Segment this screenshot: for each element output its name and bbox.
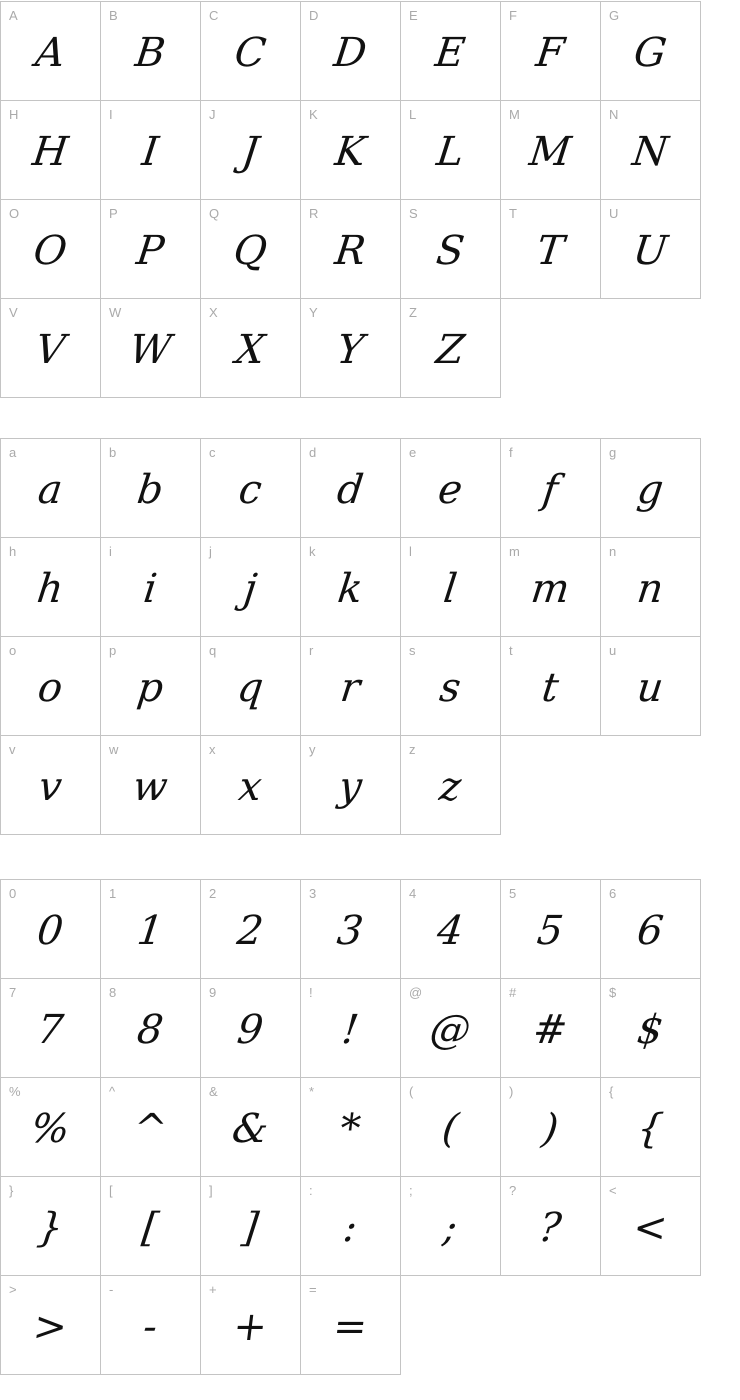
glyph-cell <box>501 538 601 637</box>
glyph-cell <box>201 439 301 538</box>
glyph-code-label: 8 <box>109 985 117 1000</box>
glyph-code-label: s <box>409 643 416 658</box>
glyph-preview: I <box>139 129 161 175</box>
glyph-preview: i <box>141 566 160 612</box>
glyph-code-label: 4 <box>409 886 417 901</box>
glyph-code-label: W <box>109 305 122 320</box>
glyph-cell <box>401 101 501 200</box>
glyph-code-label: - <box>109 1282 114 1297</box>
glyph-code-label: 1 <box>109 886 117 901</box>
glyph-code-label: 5 <box>509 886 517 901</box>
glyph-cell <box>101 1078 201 1177</box>
glyph-cell <box>501 1177 601 1276</box>
glyph-cell <box>301 101 401 200</box>
glyph-code-label: # <box>509 985 517 1000</box>
glyph-preview: U <box>630 228 670 274</box>
glyph-cell <box>501 637 601 736</box>
glyph-cell <box>1 1276 101 1375</box>
glyph-cell <box>201 979 301 1078</box>
glyph-cell <box>401 2 501 101</box>
glyph-cell <box>101 538 201 637</box>
glyph-preview: % <box>28 1106 73 1152</box>
glyph-code-label: m <box>509 544 520 559</box>
glyph-preview: ; <box>440 1205 460 1251</box>
glyph-code-label: o <box>9 643 17 658</box>
glyph-cell <box>401 736 501 835</box>
glyph-cell <box>201 1177 301 1276</box>
glyph-cell <box>401 299 501 398</box>
glyph-code-label: r <box>309 643 314 658</box>
glyph-cell <box>201 637 301 736</box>
glyph-preview: 6 <box>634 908 666 954</box>
glyph-preview: W <box>126 327 174 373</box>
glyph-cell <box>601 200 701 299</box>
glyph-preview: V <box>32 327 68 373</box>
glyph-code-label: ? <box>509 1183 517 1198</box>
glyph-preview: P <box>133 228 167 274</box>
glyph-preview: ! <box>339 1007 362 1053</box>
glyph-code-label: 3 <box>309 886 317 901</box>
glyph-cell <box>1 637 101 736</box>
glyph-cell <box>101 979 201 1078</box>
glyph-preview: 4 <box>434 908 466 954</box>
glyph-code-label: 0 <box>9 886 17 901</box>
glyph-cell <box>401 1078 501 1177</box>
glyph-code-label: % <box>9 1084 21 1099</box>
glyph-preview: h <box>34 566 66 612</box>
glyph-cell <box>101 2 201 101</box>
glyph-code-label: N <box>609 107 619 122</box>
glyph-preview: y <box>336 764 365 810</box>
glyph-preview: Q <box>231 228 270 274</box>
glyph-cell <box>1 1078 101 1177</box>
glyph-code-label: w <box>109 742 119 757</box>
glyph-preview: J <box>239 129 262 175</box>
glyph-code-label: < <box>609 1183 617 1198</box>
glyph-preview: Z <box>433 327 467 373</box>
glyph-code-label: { <box>609 1084 614 1099</box>
glyph-preview: t <box>539 665 562 711</box>
glyph-code-label: d <box>309 445 317 460</box>
glyph-code-label: C <box>209 8 219 23</box>
glyph-preview: 0 <box>34 908 66 954</box>
glyph-code-label: y <box>309 742 316 757</box>
glyph-code-label: I <box>109 107 113 122</box>
glyph-code-label: v <box>9 742 16 757</box>
glyph-code-label: x <box>209 742 216 757</box>
glyph-preview: # <box>530 1007 570 1053</box>
glyph-code-label: D <box>309 8 319 23</box>
glyph-cell <box>101 1177 201 1276</box>
glyph-preview: L <box>434 129 467 175</box>
glyph-cell <box>201 1078 301 1177</box>
glyph-preview: 9 <box>234 1007 266 1053</box>
glyph-code-label: z <box>409 742 416 757</box>
glyph-cell <box>101 736 201 835</box>
glyph-code-label: Q <box>209 206 220 221</box>
glyph-preview: R <box>332 228 369 274</box>
glyph-preview: F <box>533 30 567 76</box>
glyph-preview: j <box>241 566 260 612</box>
glyph-code-label: J <box>209 107 216 122</box>
glyph-cell <box>401 538 501 637</box>
glyph-cell <box>501 1078 601 1177</box>
glyph-cell <box>1 979 101 1078</box>
glyph-code-label: t <box>509 643 513 658</box>
glyph-cell <box>401 880 501 979</box>
glyph-cell <box>101 439 201 538</box>
glyph-code-label: = <box>309 1282 317 1297</box>
glyph-code-label: e <box>409 445 417 460</box>
glyph-preview: C <box>232 30 269 76</box>
glyph-code-label: i <box>109 544 112 559</box>
glyph-cell <box>201 538 301 637</box>
glyph-cell <box>501 2 601 101</box>
glyph-code-label: } <box>9 1183 14 1198</box>
glyph-preview: : <box>340 1205 360 1251</box>
glyph-cell <box>301 200 401 299</box>
glyph-code-label: n <box>609 544 617 559</box>
glyph-code-label: [ <box>109 1183 113 1198</box>
glyph-code-label: G <box>609 8 620 23</box>
glyph-preview: v <box>36 764 65 810</box>
glyph-preview: q <box>234 665 266 711</box>
glyph-code-label: X <box>209 305 218 320</box>
glyph-preview: & <box>229 1106 271 1152</box>
glyph-code-label: u <box>609 643 617 658</box>
glyph-preview: O <box>31 228 70 274</box>
glyph-preview: - <box>140 1304 160 1350</box>
glyph-cell <box>1 2 101 101</box>
glyph-cell <box>501 439 601 538</box>
glyph-code-label: T <box>509 206 517 221</box>
glyph-code-label: > <box>9 1282 17 1297</box>
glyph-cell <box>401 200 501 299</box>
glyph-cell <box>301 1177 401 1276</box>
glyph-code-label: 7 <box>9 985 17 1000</box>
glyph-preview: f <box>540 467 561 513</box>
glyph-cell <box>601 880 701 979</box>
glyph-code-label: g <box>609 445 617 460</box>
glyph-cell <box>301 880 401 979</box>
glyph-preview: g <box>634 467 666 513</box>
glyph-cell <box>601 1078 701 1177</box>
glyph-code-label: $ <box>609 985 617 1000</box>
glyph-preview: p <box>134 665 166 711</box>
glyph-code-label: l <box>409 544 412 559</box>
glyph-code-label: b <box>109 445 117 460</box>
glyph-code-label: a <box>9 445 17 460</box>
glyph-preview: X <box>233 327 268 373</box>
glyph-code-label: : <box>309 1183 313 1198</box>
glyph-cell <box>601 979 701 1078</box>
glyph-cell <box>301 979 401 1078</box>
glyph-preview: u <box>634 665 666 711</box>
glyph-preview: + <box>230 1304 270 1350</box>
glyph-cell <box>1 538 101 637</box>
glyph-code-label: h <box>9 544 17 559</box>
glyph-preview: o <box>35 665 66 711</box>
glyph-cell <box>301 538 401 637</box>
lowercase-glyphs-section <box>0 438 701 835</box>
glyph-cell <box>201 1276 301 1375</box>
glyph-cell <box>1 439 101 538</box>
glyph-cell <box>101 200 201 299</box>
glyph-code-label: ) <box>509 1084 514 1099</box>
glyph-cell <box>101 880 201 979</box>
glyph-cell <box>1 736 101 835</box>
glyph-cell <box>301 637 401 736</box>
glyph-cell <box>201 880 301 979</box>
glyph-cell <box>501 101 601 200</box>
digits-symbols-section <box>0 879 701 1375</box>
glyph-cell <box>201 2 301 101</box>
glyph-preview: k <box>335 566 366 612</box>
glyph-preview: r <box>337 665 363 711</box>
glyph-cell <box>401 1177 501 1276</box>
glyph-preview: [ <box>139 1205 161 1251</box>
glyph-cell <box>1 1177 101 1276</box>
glyph-preview: ) <box>539 1106 561 1152</box>
glyph-preview: M <box>526 129 574 175</box>
glyph-preview: 2 <box>234 908 266 954</box>
glyph-cell <box>301 736 401 835</box>
glyph-preview: D <box>331 30 370 76</box>
glyph-cell <box>1 299 101 398</box>
glyph-cell <box>301 439 401 538</box>
glyph-preview: n <box>634 566 666 612</box>
glyph-preview: a <box>35 467 66 513</box>
glyph-cell <box>601 2 701 101</box>
glyph-cell <box>201 200 301 299</box>
glyph-preview: H <box>29 129 71 175</box>
glyph-cell <box>101 101 201 200</box>
glyph-code-label: & <box>209 1084 218 1099</box>
glyph-preview: b <box>134 467 166 513</box>
glyph-cell <box>301 2 401 101</box>
glyph-preview: w <box>130 764 171 810</box>
glyph-code-label: 2 <box>209 886 217 901</box>
glyph-cell <box>201 101 301 200</box>
glyph-preview: { <box>634 1106 666 1152</box>
glyph-code-label: Y <box>309 305 318 320</box>
glyph-cell <box>301 1276 401 1375</box>
glyph-code-label: 6 <box>609 886 617 901</box>
glyph-cell <box>501 200 601 299</box>
glyph-code-label: R <box>309 206 319 221</box>
glyph-cell <box>1 200 101 299</box>
glyph-code-label: M <box>509 107 520 122</box>
glyph-preview: 5 <box>534 908 566 954</box>
glyph-cell <box>401 439 501 538</box>
glyph-cell <box>501 880 601 979</box>
glyph-code-label: * <box>309 1084 315 1099</box>
glyph-preview: S <box>433 228 467 274</box>
uppercase-glyphs-section <box>0 1 701 398</box>
glyph-code-label: F <box>509 8 517 23</box>
glyph-cell <box>101 299 201 398</box>
glyph-code-label: ^ <box>109 1084 116 1099</box>
glyph-preview: * <box>337 1106 364 1152</box>
glyph-code-label: 9 <box>209 985 217 1000</box>
glyph-preview: d <box>334 467 366 513</box>
glyph-preview: m <box>528 566 573 612</box>
glyph-code-label: j <box>209 544 212 559</box>
glyph-preview: ^ <box>130 1106 170 1152</box>
glyph-code-label: ; <box>409 1183 413 1198</box>
glyph-preview: N <box>629 129 671 175</box>
glyph-preview: 7 <box>34 1007 66 1053</box>
glyph-code-label: ! <box>309 985 313 1000</box>
glyph-preview: $ <box>634 1007 666 1053</box>
glyph-preview: ] <box>239 1205 261 1251</box>
glyph-cell <box>601 101 701 200</box>
glyph-preview: E <box>432 30 468 76</box>
glyph-code-label: P <box>109 206 118 221</box>
glyph-preview: ? <box>536 1205 564 1251</box>
glyph-code-label: c <box>209 445 216 460</box>
glyph-code-label: V <box>9 305 18 320</box>
glyph-cell <box>1 880 101 979</box>
glyph-preview: 8 <box>134 1007 166 1053</box>
glyph-cell <box>601 538 701 637</box>
glyph-cell <box>401 637 501 736</box>
glyph-preview: l <box>441 566 460 612</box>
glyph-code-label: K <box>309 107 318 122</box>
glyph-cell <box>301 1078 401 1177</box>
glyph-preview: } <box>34 1205 66 1251</box>
glyph-cell <box>601 1177 701 1276</box>
glyph-code-label: + <box>209 1282 217 1297</box>
glyph-cell <box>201 299 301 398</box>
glyph-cell <box>201 736 301 835</box>
glyph-preview: z <box>436 764 464 810</box>
glyph-cell <box>601 637 701 736</box>
glyph-code-label: Z <box>409 305 417 320</box>
glyph-code-label: p <box>109 643 117 658</box>
glyph-preview: Y <box>334 327 367 373</box>
glyph-code-label: ] <box>209 1183 213 1198</box>
glyph-code-label: ( <box>409 1084 414 1099</box>
glyph-preview: T <box>534 228 567 274</box>
glyph-code-label: E <box>409 8 418 23</box>
glyph-preview: x <box>236 764 265 810</box>
glyph-code-label: A <box>9 8 18 23</box>
glyph-code-label: U <box>609 206 619 221</box>
glyph-preview: 1 <box>134 908 166 954</box>
glyph-preview: G <box>631 30 670 76</box>
glyph-code-label: S <box>409 206 418 221</box>
glyph-code-label: B <box>109 8 118 23</box>
glyph-preview: @ <box>427 1007 474 1053</box>
glyph-cell <box>401 979 501 1078</box>
glyph-code-label: @ <box>409 985 423 1000</box>
glyph-preview: c <box>236 467 265 513</box>
glyph-preview: < <box>630 1205 670 1251</box>
glyph-code-label: O <box>9 206 20 221</box>
glyph-preview: e <box>435 467 465 513</box>
glyph-preview: s <box>437 665 464 711</box>
glyph-cell <box>501 979 601 1078</box>
glyph-cell <box>101 637 201 736</box>
glyph-preview: A <box>32 30 68 76</box>
glyph-preview: B <box>132 30 168 76</box>
glyph-preview: > <box>30 1304 70 1350</box>
glyph-code-label: H <box>9 107 19 122</box>
glyph-cell <box>101 1276 201 1375</box>
glyph-cell <box>601 439 701 538</box>
glyph-cell <box>1 101 101 200</box>
glyph-preview: ( <box>439 1106 461 1152</box>
glyph-preview: K <box>332 129 369 175</box>
glyph-preview: = <box>330 1304 370 1350</box>
glyph-code-label: f <box>509 445 513 460</box>
glyph-cell <box>301 299 401 398</box>
glyph-code-label: q <box>209 643 217 658</box>
glyph-code-label: k <box>309 544 316 559</box>
glyph-code-label: L <box>409 107 417 122</box>
glyph-preview: 3 <box>334 908 366 954</box>
